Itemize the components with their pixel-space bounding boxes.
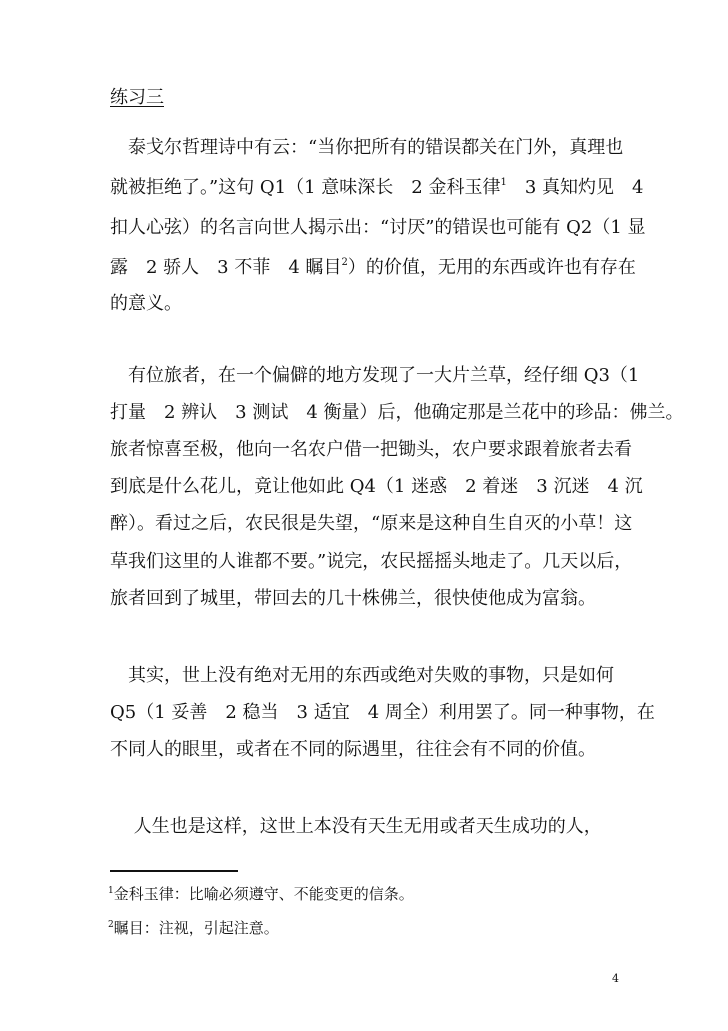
paragraph-1-line-3: 扣人心弦）的名言向世人揭示出：“讨厌”的错误也可能有 Q2（1 显 xyxy=(110,217,646,238)
footnote-ref-1: 1 xyxy=(500,177,507,188)
footnote-1-text: 金科玉律：比喻必须遵守、不能变更的信条。 xyxy=(113,885,414,903)
paragraph-1-line-4-tail: ）的价值，无用的东西或许也有存在 xyxy=(347,257,636,278)
footnote-1-mark: 1 xyxy=(108,886,114,896)
paragraph-1-line-4-text: 露 2 骄人 3 不菲 4 瞩目 xyxy=(110,257,342,278)
paragraph-2-line-5: 醉）。看过之后，农民很是失望，“原来是这种自生自灭的小草！这 xyxy=(110,513,633,534)
footnote-2-mark: 2 xyxy=(108,920,114,930)
paragraph-1-line-2 xyxy=(110,176,644,200)
paragraph-1-line-2-tail: 3 真知灼见 4 xyxy=(506,177,644,198)
page-number: 4 xyxy=(612,972,619,985)
paragraph-4-line-1: 人生也是这样，这世上本没有天生无用或者天生成功的人， xyxy=(110,816,602,837)
footnote-2 xyxy=(108,918,279,938)
paragraph-2-line-3: 旅者惊喜至极，他向一名农户借一把锄头，农户要求跟着旅者去看 xyxy=(110,439,632,460)
paragraph-2-line-4: 到底是什么花儿，竟让他如此 Q4（1 迷惑 2 着迷 3 沉迷 4 沉 xyxy=(110,476,643,497)
paragraph-1-line-1: 泰戈尔哲理诗中有云：“当你把所有的错误都关在门外，真理也 xyxy=(110,137,624,158)
paragraph-1-line-4 xyxy=(110,256,636,280)
paragraph-2-line-6: 草我们这里的人谁都不要。”说完，农民摇摇头地走了。几天以后， xyxy=(110,551,633,572)
paragraph-3-line-3: 不同人的眼里，或者在不同的际遇里，往往会有不同的价值。 xyxy=(110,739,596,760)
footnote-1 xyxy=(108,884,414,904)
paragraph-2-line-7: 旅者回到了城里，带回去的几十株佛兰，很快使他成为富翁。 xyxy=(110,588,596,609)
footnote-ref-2: 2 xyxy=(341,257,348,268)
footnote-2-text: 瞩目：注视，引起注意。 xyxy=(113,919,279,937)
paragraph-1-line-2-text: 就被拒绝了。”这句 Q1（1 意味深长 2 金科玉律 xyxy=(110,177,501,198)
paragraph-3-line-2: Q5（1 妥善 2 稳当 3 适宜 4 周全）利用罢了。同一种事物，在 xyxy=(110,702,655,723)
paragraph-2-line-1: 有位旅者，在一个偏僻的地方发现了一大片兰草，经仔细 Q3（1 xyxy=(110,365,640,386)
exercise-heading: 练习三 xyxy=(110,87,164,108)
paragraph-2-line-2: 打量 2 辨认 3 测试 4 衡量）后，他确定那是兰花中的珍品：佛兰。 xyxy=(110,402,684,423)
paragraph-1-line-5: 的意义。 xyxy=(110,293,182,314)
paragraph-3-line-1: 其实，世上没有绝对无用的东西或绝对失败的事物，只是如何 xyxy=(110,665,614,686)
footnote-separator xyxy=(110,870,238,872)
